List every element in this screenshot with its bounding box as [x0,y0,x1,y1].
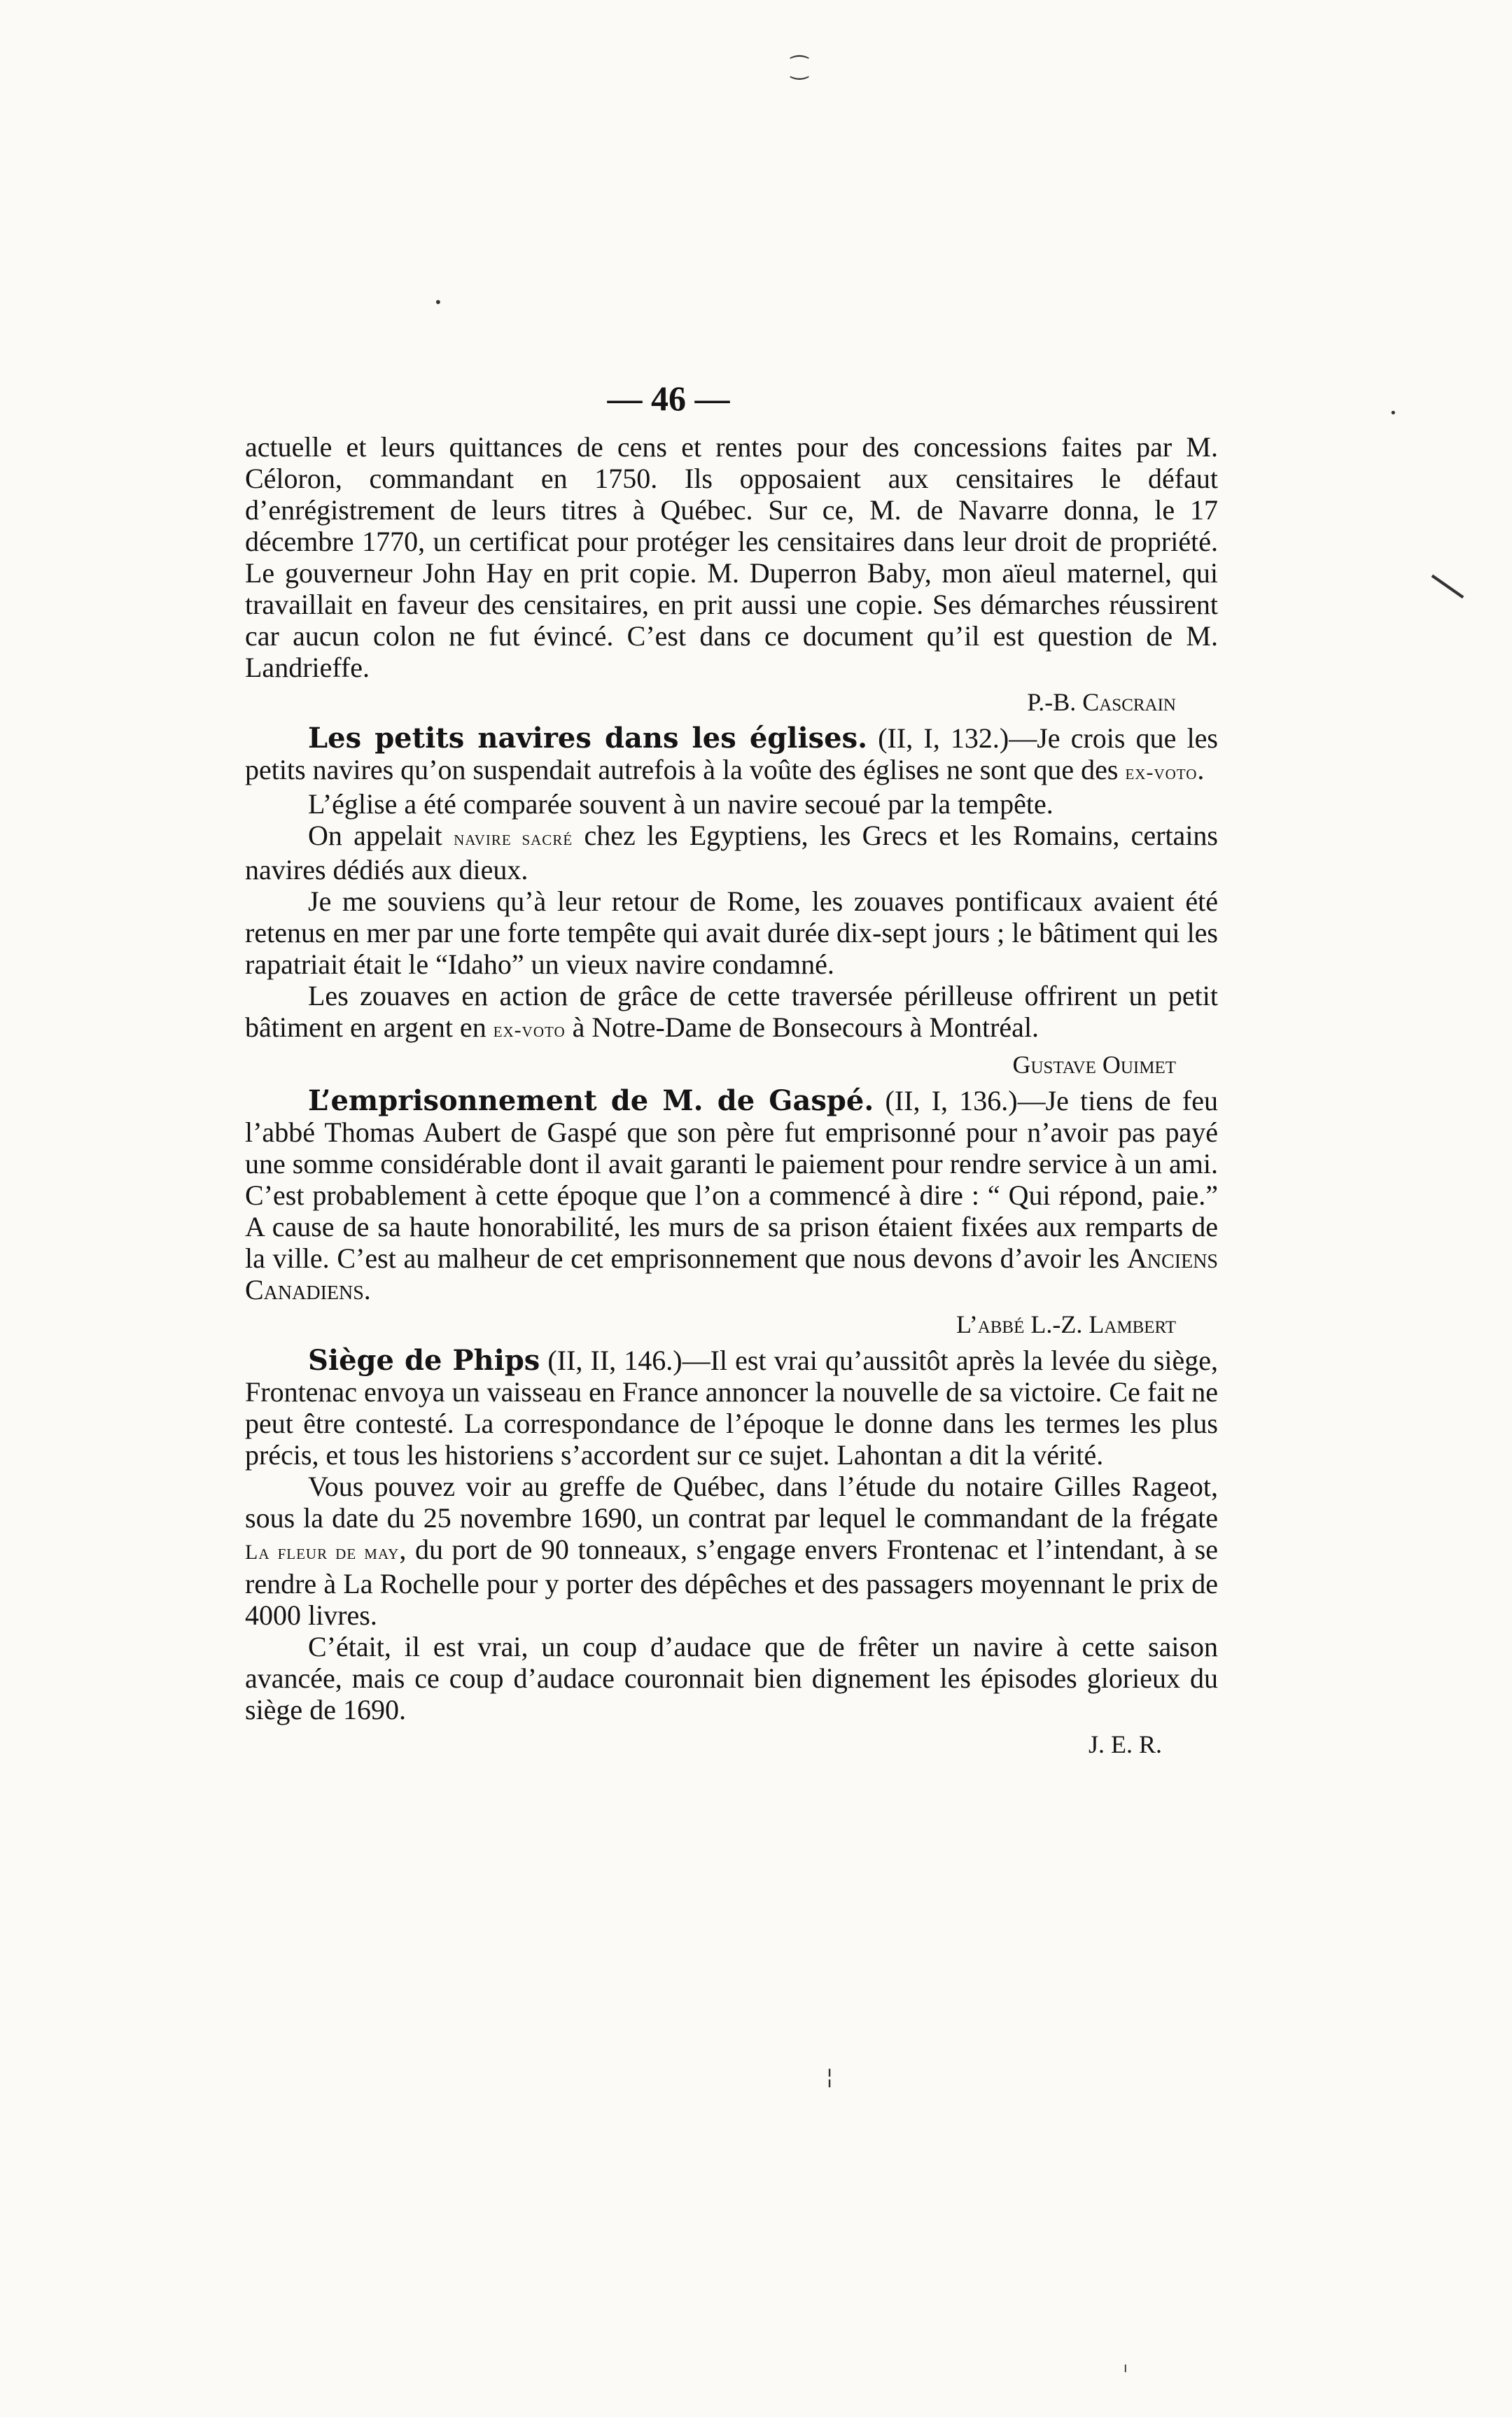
entry-text: , du port de 90 tonneaux, s’engage envers Frontenac et l’intendant, à se rendre à La Rochelle pour y porter des dépêches et des passagers moyennant le prix de 4000 livres. [245,1534,1218,1631]
emphasis-text: La fleur de may [245,1541,400,1564]
paragraph [245,1471,1218,1631]
speck-mark: ı [1124,2359,1128,2376]
speck-mark: • [434,294,442,311]
paragraph: C’était, il est vrai, un coup d’audace que de frêter un navire à cette saison avancée, mais ce coup d’audace couronnait bien dignement les épisodes glorieux du siège de 1690. [245,1631,1218,1725]
speck-mark: • [1390,406,1397,421]
speck-mark: ¦ [826,2065,834,2089]
entry-text: à Notre-Dame de Bonsecours à Montréal. [565,1011,1040,1043]
signature-jer: J. E. R. [1088,1730,1162,1758]
emphasis-text: ex-voto [1125,761,1198,784]
paragraph [245,820,1218,885]
stray-line-mark: — [1418,552,1480,617]
entry-reference: (II, I, 136.)— [874,1085,1046,1116]
entry-petits-navires [245,722,1218,788]
entry-text: Vous pouvez voir au greffe de Québec, dans l’étude du notaire Gilles Rageot, sous la date du 25 novembre 1690, un contrat par lequel le commandant de la frégate [245,1471,1218,1534]
emphasis-text: navire sacré [454,827,573,850]
entry-text: . [1197,754,1205,785]
entry-reference: (II, I, 132.)— [867,722,1037,754]
emphasis-text: ex-voto [493,1018,566,1042]
entry-text: Les zouaves en action de grâce de cette traversée périlleuse offrirent un petit bâtiment en argent en [245,980,1218,1043]
paragraph: L’église a été comparée souvent à un navire secoué par la tempête. [308,788,1054,820]
page-number: — 46 — [607,379,730,418]
entry-text: Il est vrai qu’aussitôt après la levée du siège, Frontenac envoya un vaisseau en France annoncer la nouvelle de sa victoire. Ce fait ne peut être contesté. La correspondance de l’époque le donne dans les termes les plus précis, et tous les historiens s’accordent sur ce sujet. Lahontan a dit la vérité. [245,1345,1219,1471]
entry-heading: Siège de Phips [308,1344,540,1377]
entry-heading: L’emprisonnement de M. de Gaspé. [308,1084,874,1117]
entry-siege-phips [245,1345,1218,1471]
signature-lambert: L’abbé L.-Z. Lambert [956,1310,1176,1338]
entry-text: On appelait [308,820,454,851]
entry-text: Je tiens de feu l’abbé Thomas Aubert de Gaspé que son père fut emprisonné pour n’avoir pas payé une somme considérable dont il avait garanti le paiement pour rendre service à un ami. C’est probablement à cette époque que l’on a commencé à dire : “ Qui répond, paie.” A cause de sa haute honorabilité, les murs de sa prison étaient fixées aux remparts de la ville. C’est au malheur de cet emprisonnement que nous devons d’avoir les [245,1085,1219,1274]
entry-text: . [363,1274,371,1305]
entry-text: Je crois que les petits navires qu’on suspendait autrefois à la voûte des églises ne sont que des [245,722,1218,785]
entry-text: chez les Egyptiens, les Grecs et les Romains, certains navires dédiés aux dieux. [245,820,1218,885]
continuation-paragraph: actuelle et leurs quittances de cens et rentes pour des concessions faites par M. Céloron, commandant en 1750. Ils opposaient aux censitaires le défaut d’enrégistrement de leurs titres à Québec. Sur ce, M. de Navarre donna, le 17 décembre 1770, un certificat pour protéger les censitaires dans leur droit de propriété. Le gouverneur John Hay en prit copie. M. Duperron Baby, mon aïeul maternel, qui travaillait en faveur des censitaires, en prit aussi une copie. Ses démarches réussirent car aucun colon ne fut évincé. C’est dans ce document qu’il est question de M. Landrieffe. [245,431,1218,683]
paragraph: Je me souviens qu’à leur retour de Rome, les zouaves pontificaux avaient été retenus en mer par une forte tempête qui avait durée dix-sept jours ; le bâtiment qui les rapatriait était le “Idaho” un vieux navire condamné. [245,885,1218,980]
speck-mark: ⁐ [791,56,808,80]
signature-ouimet: Gustave Ouimet [1012,1051,1176,1079]
entry-emprisonnement [245,1085,1218,1305]
signature-cascrain: P.-B. Cascrain [1027,688,1176,716]
entry-heading: Les petits navires dans les églises. [308,722,868,755]
emphasis-text: Anciens Canadiens [245,1242,1218,1305]
entry-reference: (II, II, 146.)— [540,1345,710,1376]
document-page [245,378,1218,1765]
paragraph [245,980,1218,1046]
